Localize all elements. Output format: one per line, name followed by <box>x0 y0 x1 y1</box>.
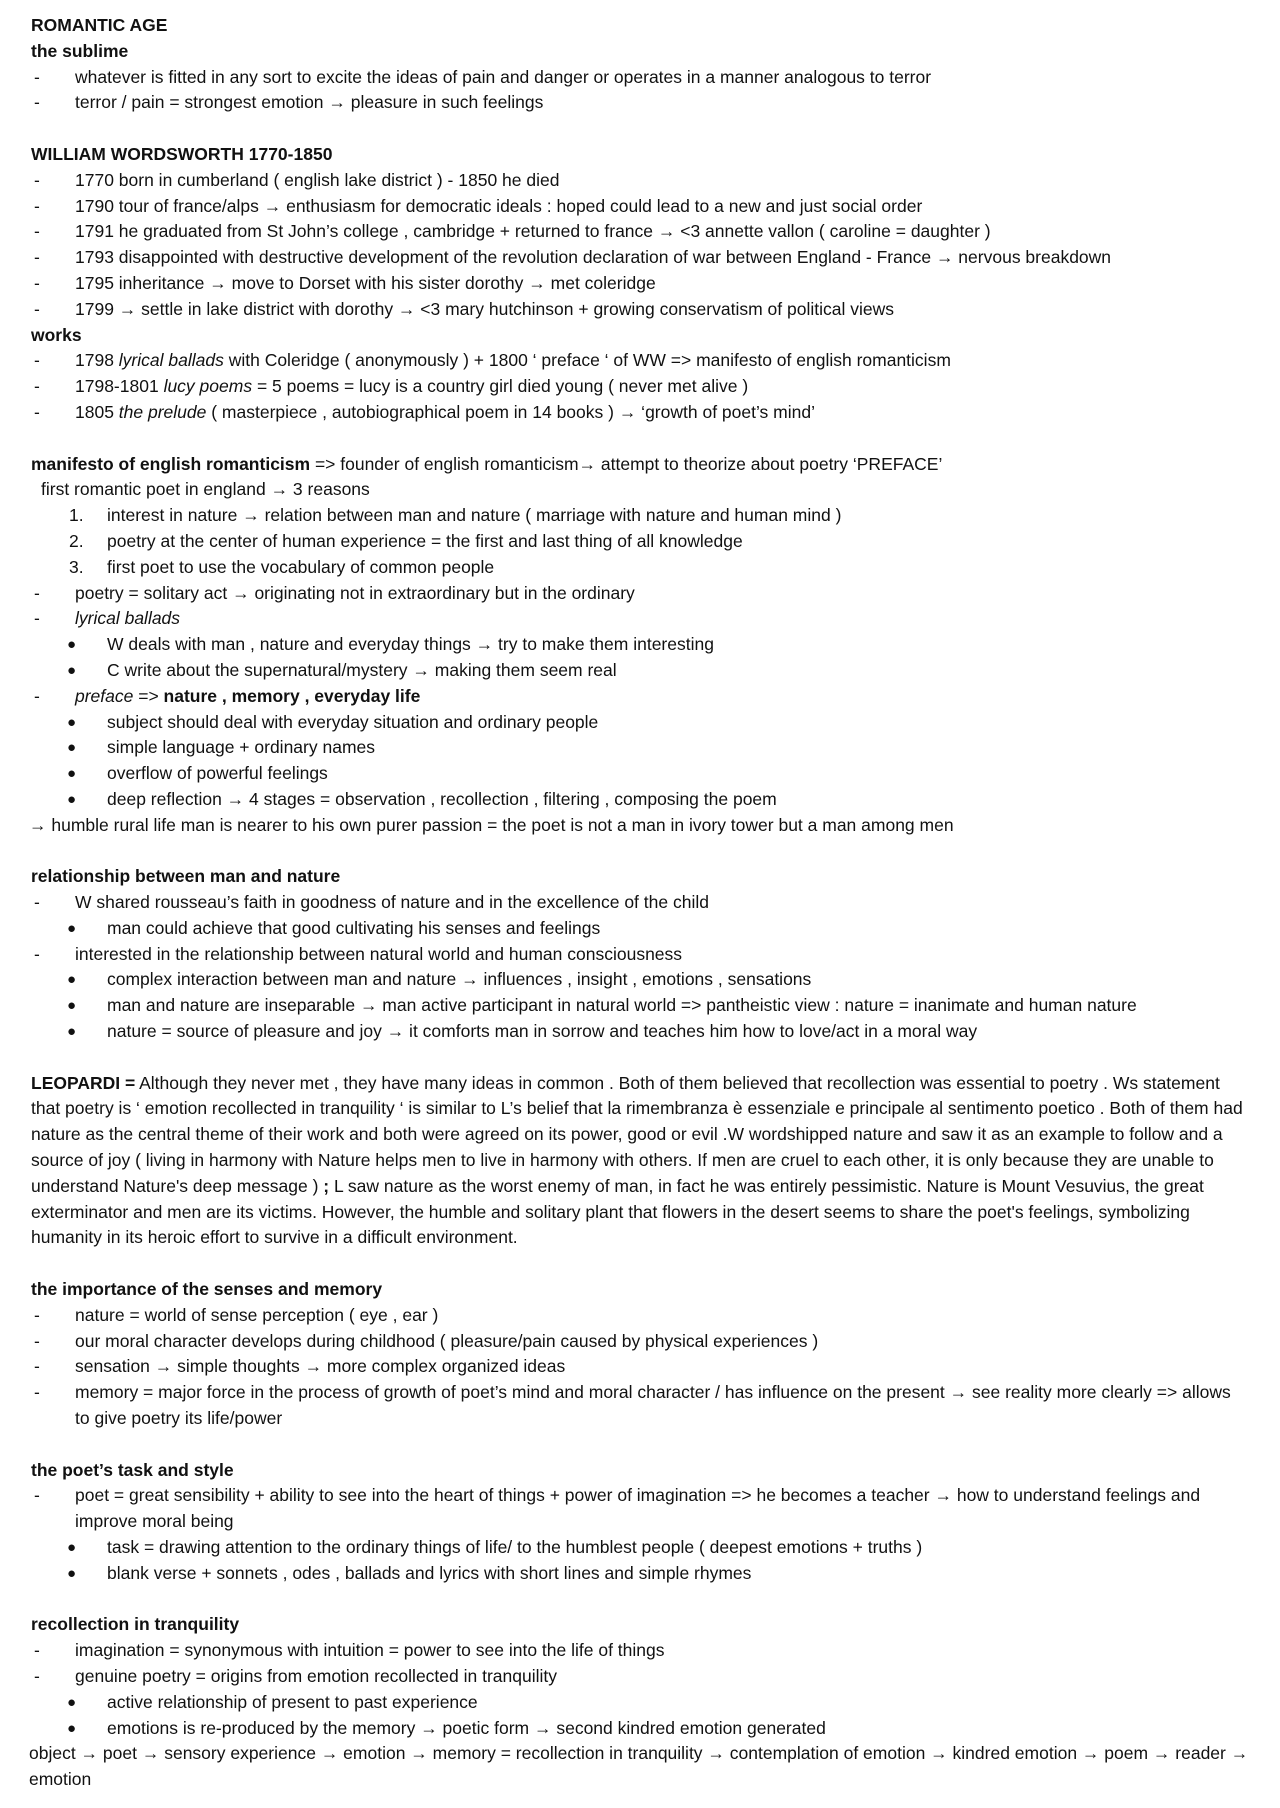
list-item: - terror / pain = strongest emotion → pleasure in such feelings <box>34 92 544 113</box>
list-item: - 1798 lyrical ballads with Coleridge ( anonymously ) + 1800 ‘ preface ‘ of WW => manifesto of english romanticism <box>34 350 951 371</box>
subheading-works: works <box>31 324 82 345</box>
list-item: ● emotions is re-produced by the memory → poetic form → second kindred emotion generated <box>67 1717 826 1738</box>
list-item: - 1791 he graduated from St John’s college , cambridge + returned to france → <3 annette vallon ( caroline = daughter ) <box>34 221 991 242</box>
list-item: - poet = great sensibility + ability to see into the heart of things + power of imagination => he becomes a teacher → how to understand feelings and improve moral being <box>34 1485 1201 1532</box>
list-item: ● overflow of powerful feelings <box>67 763 328 784</box>
conclusion-line: → humble rural life man is nearer to his own purer passion = the poet is not a man in ivory tower but a man among men <box>29 814 954 835</box>
list-item: ● active relationship of present to past experience <box>67 1691 478 1712</box>
subheading-manifesto: manifesto of english romanticism => founder of english romanticism→ attempt to theorize about poetry ‘PREFACE’ <box>31 453 943 474</box>
list-item: - our moral character develops during childhood ( pleasure/pain caused by physical experiences ) <box>34 1330 819 1351</box>
recollection-chain: object → poet → sensory experience → emotion → memory = recollection in tranquility → contemplation of emotion → kindred emotion → poem → reader → emotion <box>29 1743 1249 1790</box>
list-item: - 1805 the prelude ( masterpiece , autobiographical poem in 14 books ) → ‘growth of poet’s mind’ <box>34 401 815 422</box>
list-item: - nature = world of sense perception ( eye , ear ) <box>34 1304 439 1325</box>
list-item: - sensation → simple thoughts → more complex organized ideas <box>34 1356 566 1377</box>
list-item: - poetry = solitary act → originating not in extraordinary but in the ordinary <box>34 582 635 603</box>
list-item: - interested in the relationship between natural world and human consciousness <box>34 943 683 964</box>
list-item: - genuine poetry = origins from emotion recollected in tranquility <box>34 1666 557 1686</box>
subheading-task: the poet’s task and style <box>31 1459 234 1480</box>
list-item: - 1770 born in cumberland ( english lake district ) - 1850 he died <box>34 169 560 190</box>
list-item: ● blank verse + sonnets , odes , ballads and lyrics with short lines and simple rhymes <box>67 1562 752 1583</box>
list-item: - preface => nature , memory , everyday life <box>34 685 421 706</box>
list-item: - 1798-1801 lucy poems = 5 poems = lucy is a country girl died young ( never met alive ) <box>34 376 749 397</box>
list-item: ● deep reflection → 4 stages = observation , recollection , filtering , composing the poem <box>67 788 777 809</box>
subheading-sublime: the sublime <box>31 40 129 61</box>
list-item: - imagination = synonymous with intuition = power to see into the life of things <box>34 1640 665 1661</box>
list-item: - lyrical ballads <box>34 608 181 629</box>
list-item: - 1799 → settle in lake district with dorothy → <3 mary hutchinson + growing conservatism of political views <box>34 298 894 319</box>
list-item: - whatever is fitted in any sort to excite the ideas of pain and danger or operates in a manner analogous to terror <box>34 66 932 87</box>
subheading-recollection: recollection in tranquility <box>31 1614 240 1635</box>
list-item: ● simple language + ordinary names <box>67 737 376 758</box>
list-item: ● complex interaction between man and nature → influences , insight , emotions , sensations <box>67 969 812 990</box>
section-title-wordsworth: WILLIAM WORDSWORTH 1770-1850 <box>31 143 333 164</box>
list-item: 2. poetry at the center of human experience = the first and last thing of all knowledge <box>69 530 743 551</box>
list-item: ● man and nature are inseparable → man active participant in natural world => pantheistic view : nature = inanimate and human nature <box>67 995 1137 1016</box>
section-title-romantic-age: ROMANTIC AGE <box>31 15 168 35</box>
list-item: - 1795 inheritance → move to Dorset with his sister dorothy → met coleridge <box>34 272 656 293</box>
list-item: 3. first poet to use the vocabulary of common people <box>69 556 495 577</box>
list-item: - memory = major force in the process of growth of poet’s mind and moral character / has influence on the present → see reality more clearly => allows to give poetry its life/power <box>34 1382 1231 1429</box>
first-poet-line: first romantic poet in england → 3 reasons <box>41 479 370 500</box>
list-item: 1. interest in nature → relation between man and nature ( marriage with nature and human mind ) <box>69 505 842 526</box>
list-item: - 1790 tour of france/alps → enthusiasm for democratic ideals : hoped could lead to a new and just social order <box>34 195 923 216</box>
list-item: ● task = drawing attention to the ordinary things of life/ to the humblest people ( deepest emotions + truths ) <box>67 1537 923 1558</box>
subheading-relationship: relationship between man and nature <box>31 866 341 887</box>
list-item: ● C write about the supernatural/mystery → making them seem real <box>67 659 617 680</box>
subheading-senses: the importance of the senses and memory <box>31 1279 383 1300</box>
list-item: - W shared rousseau’s faith in goodness of nature and in the excellence of the child <box>34 892 709 913</box>
list-item: - 1793 disappointed with destructive development of the revolution declaration of war between England - France → nervous breakdown <box>34 247 1112 268</box>
list-item: ● subject should deal with everyday situation and ordinary people <box>67 711 599 732</box>
list-item: ● W deals with man , nature and everyday things → try to make them interesting <box>67 634 714 655</box>
leopardi-paragraph: LEOPARDI = Although they never met , they have many ideas in common . Both of them believed that recollection was essential to poetry . Ws statement that poetry is ‘ emotion recollected in tranquility ‘ is similar to L’s belief that la rimembranza è essenziale e principale al sentimento poetico . Both of them had nature as the central theme of their work and both were agreed on its power, good or evil .W wordshipped nature and saw it as an example to follow and a source of joy ( living in harmony with Nature helps men to live in harmony with others. If men are cruel to each other, it is only because they are unable to understand Nature's deep message ) ; L saw nature as the worst enemy of man, in fact he was entirely pessimistic. Nature is Mount Vesuvius, the great exterminator and men are its victims. However, the humble and solitary plant that flowers in the desert seems to share the poet's feelings, symbolizing humanity in its heroic effort to survive in a difficult environment. <box>31 1072 1243 1248</box>
list-item: ● nature = source of pleasure and joy → it comforts man in sorrow and teaches him how to love/act in a moral way <box>67 1021 978 1042</box>
list-item: ● man could achieve that good cultivating his senses and feelings <box>67 917 601 938</box>
